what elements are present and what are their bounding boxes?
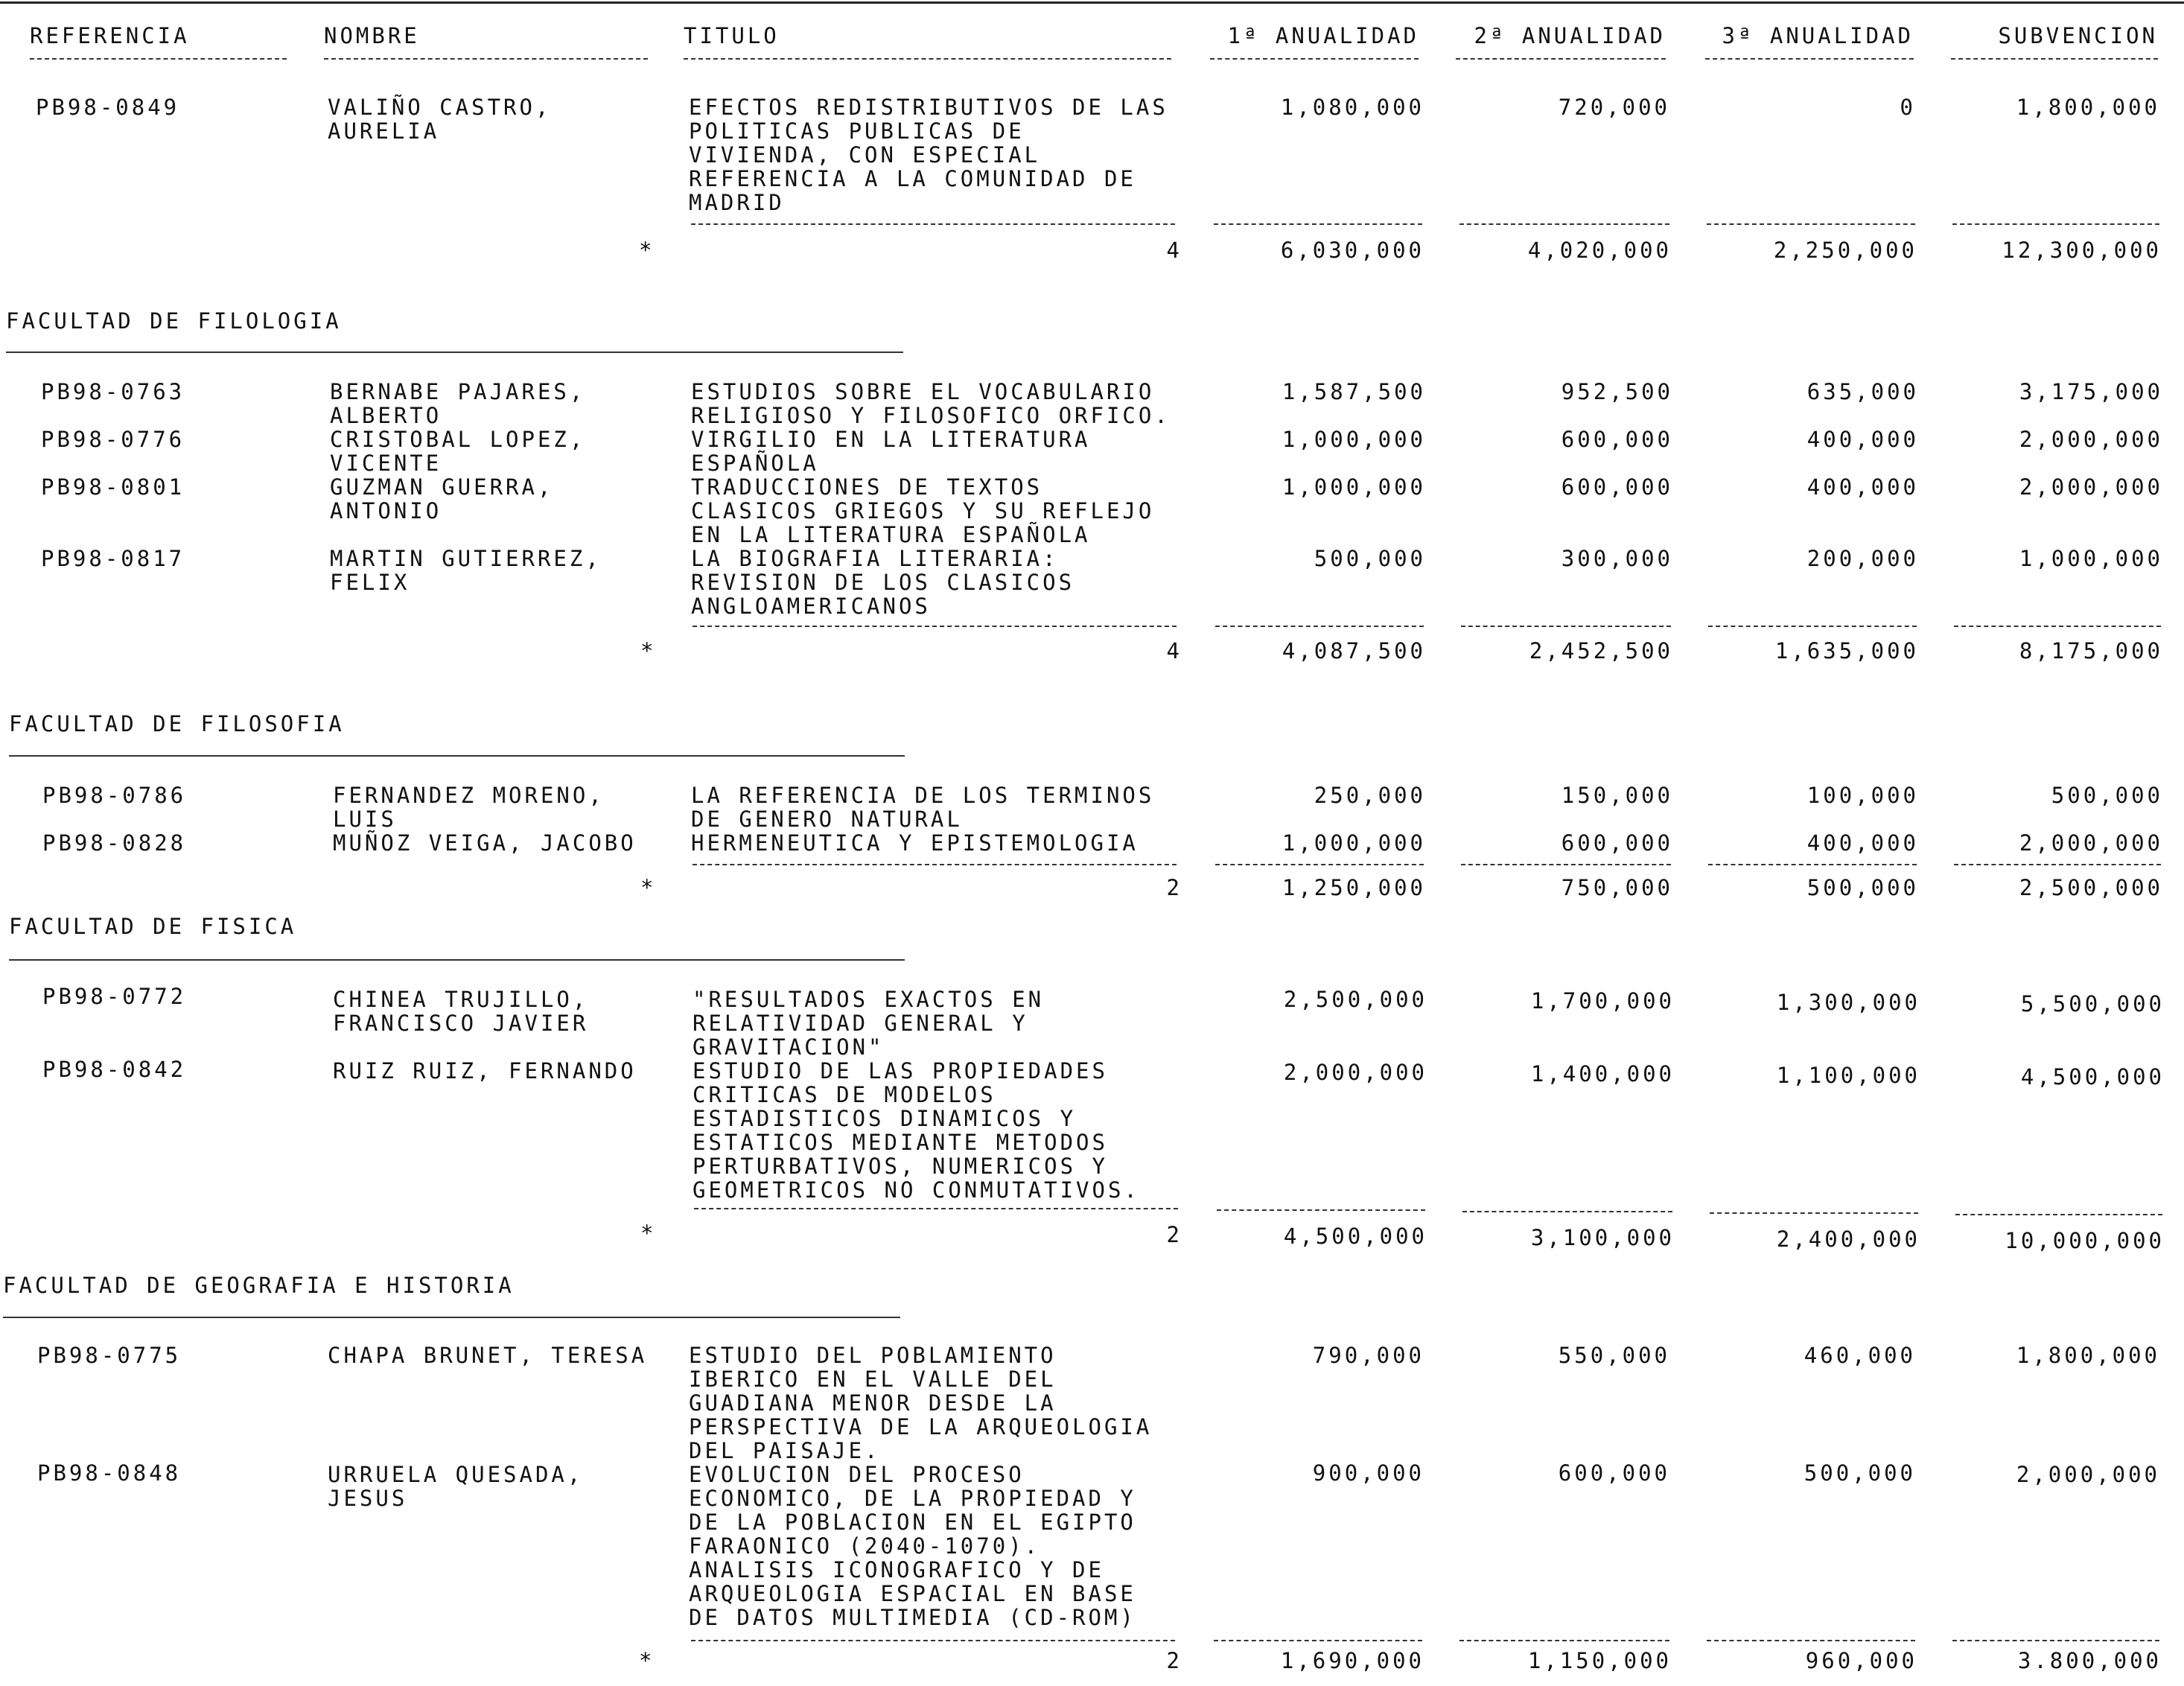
subtotal-underline [1214, 223, 1422, 225]
header-underline [324, 58, 648, 60]
row-anualidad-3: 0 [1900, 95, 1916, 120]
row-anualidad-3: 400,000 [1806, 427, 1919, 452]
row-anualidad-2: 300,000 [1561, 546, 1673, 571]
total-count: 2 [1166, 1648, 1182, 1673]
total-count: 4 [1166, 638, 1182, 664]
section-title-geografia: FACULTAD DE GEOGRAFIA E HISTORIA [3, 1273, 515, 1298]
section-title-filosofia: FACULTAD DE FILOSOFIA [9, 711, 345, 737]
row-ref: PB98-0772 [42, 984, 187, 1009]
subtotal-underline [694, 1208, 1178, 1209]
row-subvencion: 3,175,000 [2019, 379, 2163, 404]
row-titulo: HERMENEUTICA Y EPISTEMOLOGIA [691, 830, 1139, 856]
total-subvencion: 12,300,000 [2002, 238, 2162, 263]
total-anualidad-1: 1,250,000 [1282, 875, 1426, 900]
header-underline [684, 58, 1171, 60]
total-anualidad-2: 750,000 [1561, 875, 1673, 900]
row-titulo: ESTUDIO DEL POBLAMIENTO IBERICO EN EL VALLE DEL GUADIANA MENOR DESDE LA PERSPECTIVA DE LA ARQUEOLOGIA DEL PAISAJE. [689, 1343, 1153, 1463]
row-anualidad-3: 400,000 [1806, 830, 1919, 856]
subtotal-underline [1461, 864, 1671, 865]
row-titulo: EVOLUCION DEL PROCESO ECONOMICO, DE LA PROPIEDAD Y DE LA POBLACION EN EL EGIPTO FARAONICO (2040-1070). ANALISIS ICONOGRAFICO Y DE ARQUEOLOGIA ESPACIAL EN BASE DE DATOS MULTIMEDIA (CD-ROM) [689, 1462, 1136, 1630]
subtotal-underline [1952, 1640, 2159, 1641]
total-anualidad-1: 6,030,000 [1280, 238, 1424, 263]
total-subvencion: 2,500,000 [2019, 875, 2163, 900]
header-anualidad-3: 3ª ANUALIDAD [1722, 23, 1914, 48]
row-anualidad-3: 100,000 [1806, 783, 1919, 808]
row-nombre: MARTIN GUTIERREZ, FELIX [330, 546, 602, 595]
total-anualidad-3: 500,000 [1806, 875, 1919, 900]
row-anualidad-2: 600,000 [1558, 1460, 1670, 1486]
row-nombre: GUZMAN GUERRA, ANTONIO [330, 474, 554, 524]
subtotal-underline [1459, 223, 1669, 225]
subtotal-underline [693, 864, 1177, 865]
header-anualidad-1: 1ª ANUALIDAD [1227, 23, 1419, 48]
total-anualidad-3: 1,635,000 [1774, 638, 1919, 664]
total-anualidad-3: 2,250,000 [1773, 238, 1917, 263]
header-underline [1210, 58, 1419, 60]
subtotal-underline [1459, 1640, 1669, 1641]
row-ref: PB98-0801 [41, 474, 185, 500]
row-ref: PB98-0775 [37, 1343, 182, 1368]
row-anualidad-1: 790,000 [1312, 1343, 1424, 1368]
row-titulo: LA REFERENCIA DE LOS TERMINOS DE GENERO NATURAL [691, 783, 1155, 832]
row-nombre: CRISTOBAL LOPEZ, VICENTE [330, 427, 586, 476]
row-anualidad-1: 500,000 [1314, 546, 1426, 571]
subtotal-underline [1708, 864, 1917, 865]
row-nombre: MUÑOZ VEIGA, JACOBO [333, 830, 637, 856]
row-anualidad-2: 600,000 [1561, 474, 1673, 500]
header-referencia: REFERENCIA [30, 23, 190, 48]
row-subvencion: 2,000,000 [2019, 474, 2163, 500]
row-anualidad-1: 900,000 [1312, 1460, 1424, 1486]
row-nombre: CHINEA TRUJILLO, FRANCISCO JAVIER [333, 987, 589, 1036]
row-titulo: ESTUDIOS SOBRE EL VOCABULARIO RELIGIOSO Y FILOSOFICO ORFICO. [691, 379, 1171, 428]
total-anualidad-1: 1,690,000 [1280, 1648, 1424, 1673]
total-anualidad-1: 4,087,500 [1282, 638, 1426, 664]
row-anualidad-2: 600,000 [1561, 427, 1673, 452]
row-ref: PB98-0842 [42, 1057, 187, 1082]
row-anualidad-3: 1,300,000 [1776, 990, 1920, 1015]
row-anualidad-1: 1,000,000 [1282, 474, 1426, 500]
total-subvencion: 8,175,000 [2019, 638, 2163, 664]
row-anualidad-1: 250,000 [1314, 783, 1426, 808]
row-ref: PB98-0776 [41, 427, 185, 452]
row-anualidad-2: 600,000 [1561, 830, 1673, 856]
row-anualidad-1: 1,080,000 [1280, 95, 1424, 120]
row-subvencion: 1,800,000 [2016, 95, 2160, 120]
row-ref: PB98-0786 [42, 783, 187, 808]
row-anualidad-3: 635,000 [1806, 379, 1919, 404]
header-anualidad-2: 2ª ANUALIDAD [1474, 23, 1666, 48]
row-nombre: RUIZ RUIZ, FERNANDO [333, 1058, 637, 1084]
row-anualidad-2: 1,400,000 [1530, 1061, 1675, 1087]
top-rule [0, 1, 2184, 4]
subtotal-underline [693, 626, 1177, 627]
total-anualidad-2: 1,150,000 [1527, 1648, 1672, 1673]
section-rule [9, 959, 905, 961]
total-anualidad-2: 4,020,000 [1527, 238, 1672, 263]
section-rule [3, 1317, 900, 1318]
header-underline [1951, 58, 2158, 60]
total-anualidad-3: 960,000 [1805, 1648, 1917, 1673]
row-ref: PB98-0763 [41, 379, 185, 404]
section-rule [6, 351, 903, 353]
header-underline [1456, 58, 1666, 60]
total-marker: * [640, 875, 657, 900]
row-anualidad-2: 720,000 [1558, 95, 1670, 120]
row-titulo: VIRGILIO EN LA LITERATURA ESPAÑOLA [691, 427, 1091, 476]
total-count: 2 [1166, 1222, 1182, 1247]
subtotal-underline [1214, 1640, 1422, 1641]
total-anualidad-2: 3,100,000 [1530, 1225, 1675, 1250]
total-anualidad-1: 4,500,000 [1283, 1224, 1427, 1249]
subtotal-underline [1710, 1212, 1918, 1214]
subtotal-underline [1954, 864, 2161, 865]
subtotal-underline [1707, 223, 1915, 225]
row-anualidad-2: 1,700,000 [1530, 988, 1675, 1014]
row-anualidad-3: 500,000 [1803, 1460, 1916, 1486]
row-anualidad-2: 150,000 [1561, 783, 1673, 808]
row-anualidad-2: 550,000 [1558, 1343, 1670, 1368]
row-anualidad-2: 952,500 [1561, 379, 1673, 404]
subtotal-underline [691, 223, 1175, 225]
row-anualidad-1: 1,000,000 [1282, 427, 1426, 452]
row-nombre: BERNABE PAJARES, ALBERTO [330, 379, 586, 428]
total-anualidad-3: 2,400,000 [1776, 1227, 1920, 1252]
row-titulo: EFECTOS REDISTRIBUTIVOS DE LAS POLITICAS PUBLICAS DE VIVIENDA, CON ESPECIAL REFERENCIA A LA COMUNIDAD DE MADRID [689, 95, 1168, 215]
row-nombre: FERNANDEZ MORENO, LUIS [333, 783, 605, 832]
row-anualidad-3: 400,000 [1806, 474, 1919, 500]
row-subvencion: 2,000,000 [2016, 1462, 2160, 1487]
header-titulo: TITULO [684, 23, 780, 48]
row-titulo: TRADUCCIONES DE TEXTOS CLASICOS GRIEGOS Y SU REFLEJO EN LA LITERATURA ESPAÑOLA [691, 474, 1155, 547]
total-count: 2 [1166, 875, 1182, 900]
row-subvencion: 1,800,000 [2016, 1343, 2160, 1368]
subtotal-underline [1215, 864, 1424, 865]
row-subvencion: 1,000,000 [2019, 546, 2163, 571]
row-nombre: VALIÑO CASTRO, AURELIA [328, 95, 552, 144]
row-anualidad-3: 200,000 [1806, 546, 1919, 571]
subtotal-underline [1955, 1214, 2162, 1215]
total-anualidad-2: 2,452,500 [1529, 638, 1673, 664]
row-ref: PB98-0828 [42, 830, 187, 856]
total-marker: * [639, 1648, 655, 1673]
section-rule [9, 755, 905, 757]
total-marker: * [640, 1221, 657, 1246]
row-titulo: "RESULTADOS EXACTOS EN RELATIVIDAD GENERAL Y GRAVITACION" [693, 987, 1045, 1060]
row-anualidad-3: 460,000 [1803, 1343, 1916, 1368]
row-subvencion: 5,500,000 [2020, 991, 2165, 1017]
subtotal-underline [1708, 626, 1917, 627]
row-nombre: CHAPA BRUNET, TERESA [328, 1343, 648, 1368]
total-subvencion: 3.800,000 [2017, 1648, 2162, 1673]
row-subvencion: 500,000 [2051, 783, 2163, 808]
total-subvencion: 10,000,000 [2005, 1228, 2165, 1253]
subtotal-underline [1952, 223, 2159, 225]
row-nombre: URRUELA QUESADA, JESUS [328, 1462, 584, 1511]
subtotal-underline [1217, 1209, 1425, 1211]
total-marker: * [639, 238, 655, 263]
subtotal-underline [1462, 1211, 1672, 1212]
subtotal-underline [1707, 1640, 1915, 1641]
header-nombre: NOMBRE [324, 23, 420, 48]
row-anualidad-1: 1,587,500 [1282, 379, 1426, 404]
row-ref: PB98-0848 [37, 1460, 182, 1486]
row-titulo: ESTUDIO DE LAS PROPIEDADES CRITICAS DE MODELOS ESTADISTICOS DINAMICOS Y ESTATICOS MEDIANTE METODOS PERTURBATIVOS, NUMERICOS Y GEOMETRICOS NO CONMUTATIVOS. [693, 1058, 1140, 1203]
subtotal-underline [1954, 626, 2161, 627]
row-anualidad-1: 2,000,000 [1283, 1060, 1427, 1085]
total-marker: * [640, 638, 657, 664]
row-ref: PB98-0849 [36, 95, 180, 120]
header-underline [30, 58, 287, 60]
row-ref: PB98-0817 [41, 546, 185, 571]
total-count: 4 [1166, 238, 1182, 263]
row-titulo: LA BIOGRAFIA LITERARIA: REVISION DE LOS CLASICOS ANGLOAMERICANOS [691, 546, 1075, 619]
section-title-fisica: FACULTAD DE FISICA [9, 914, 297, 939]
section-title-filologia: FACULTAD DE FILOLOGIA [6, 308, 342, 334]
row-subvencion: 4,500,000 [2020, 1064, 2165, 1089]
row-anualidad-1: 2,500,000 [1283, 987, 1427, 1012]
row-subvencion: 2,000,000 [2019, 830, 2163, 856]
subtotal-underline [1461, 626, 1671, 627]
subtotal-underline [691, 1640, 1175, 1641]
row-anualidad-1: 1,000,000 [1282, 830, 1426, 856]
header-subvencion: SUBVENCION [1998, 23, 2158, 48]
row-subvencion: 2,000,000 [2019, 427, 2163, 452]
header-underline [1705, 58, 1914, 60]
subtotal-underline [1215, 626, 1424, 627]
row-anualidad-3: 1,100,000 [1776, 1063, 1920, 1088]
